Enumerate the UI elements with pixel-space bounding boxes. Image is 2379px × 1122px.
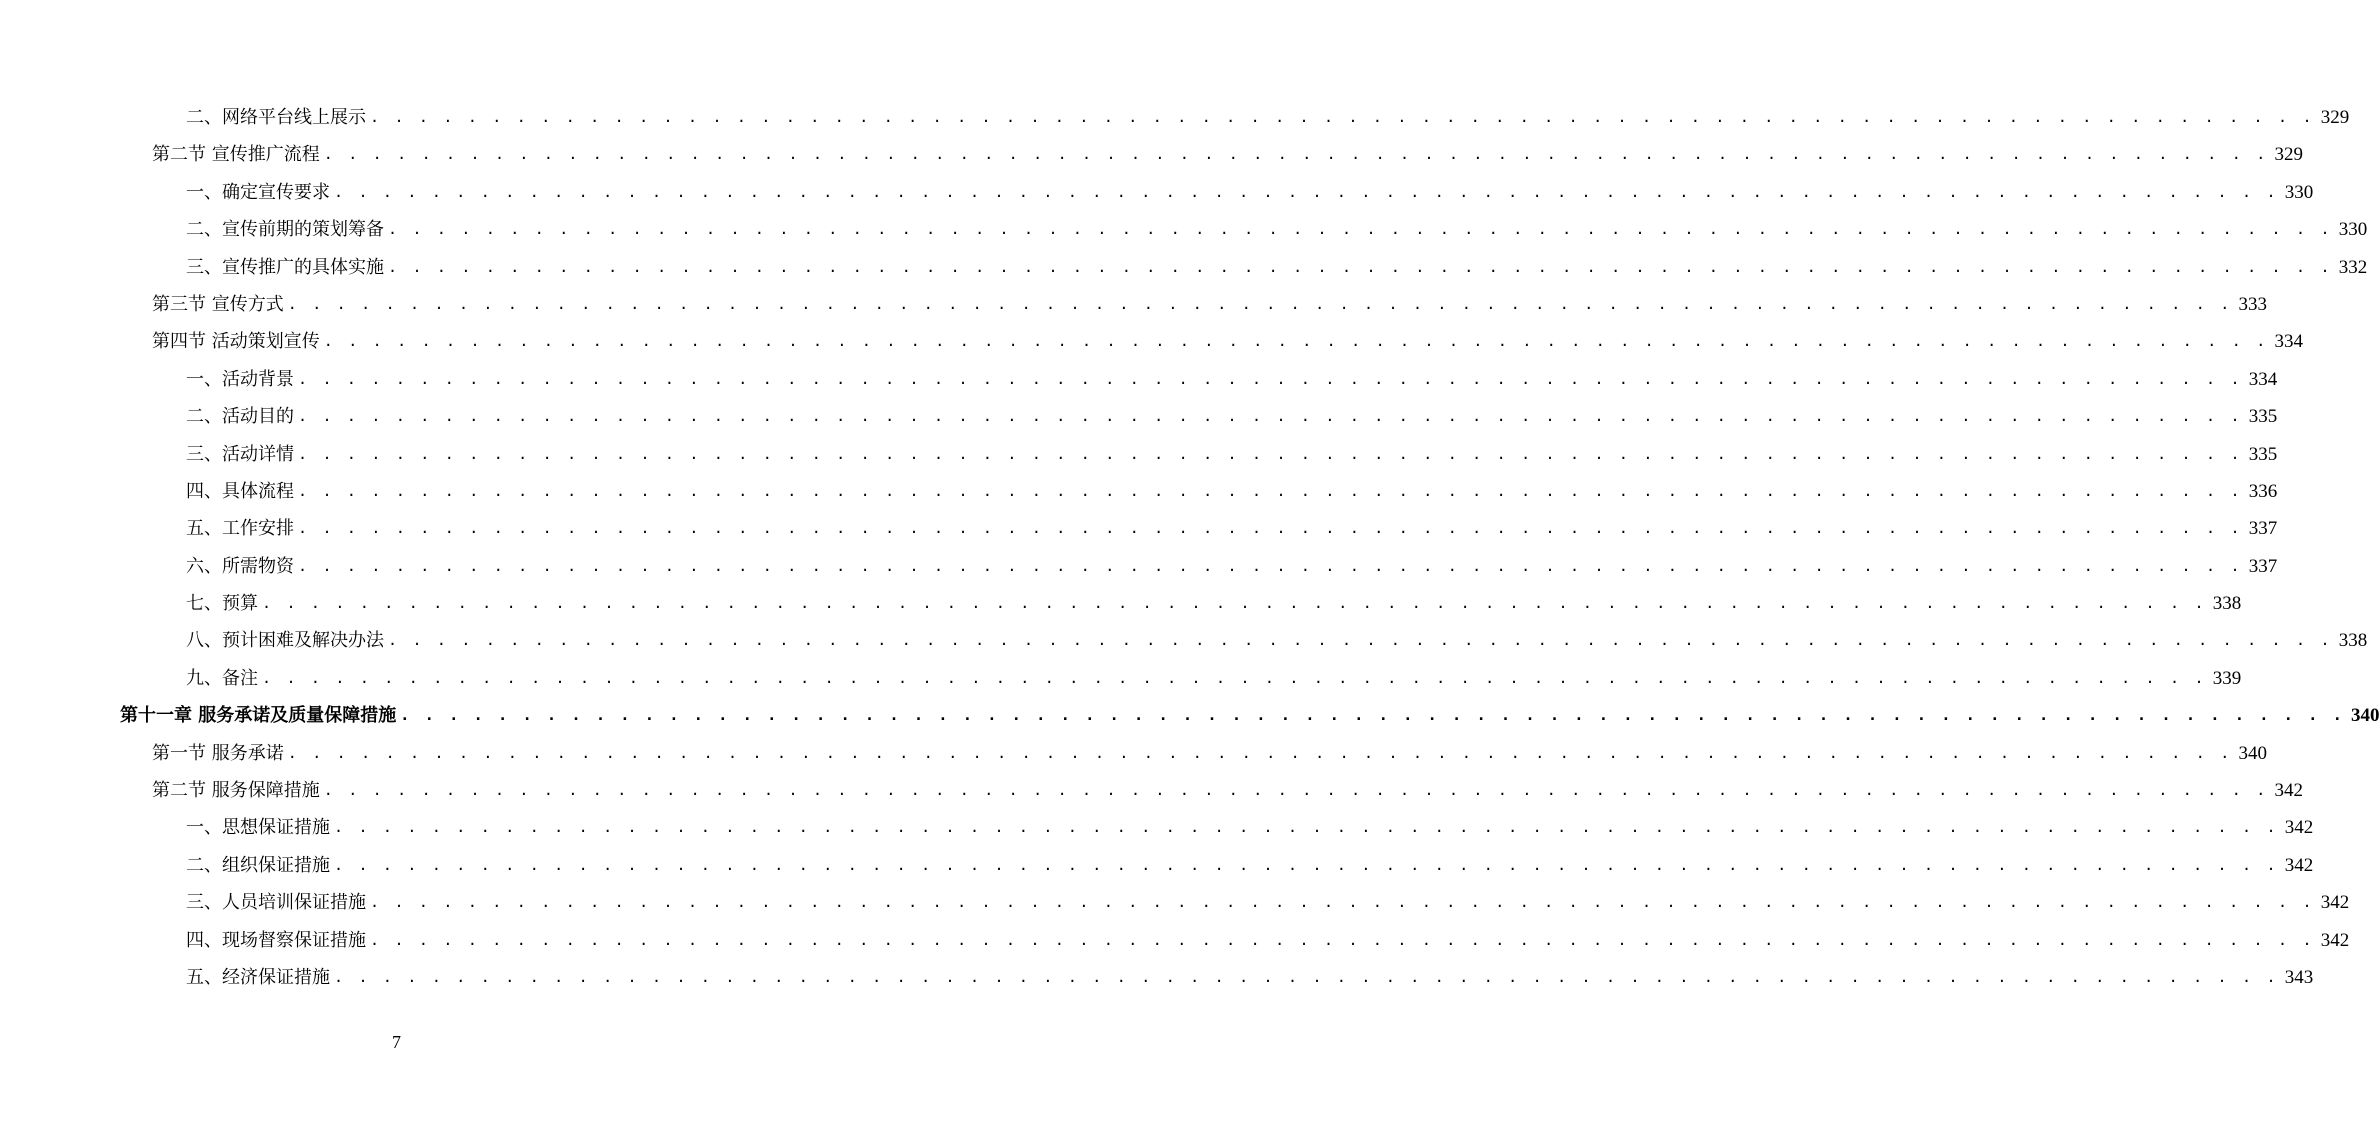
toc-entry-page: 330 (2284, 181, 2314, 203)
toc-entry-title: 二、活动目的 (186, 406, 294, 428)
toc-entry-title: 二、宣传前期的策划筹备 (186, 219, 384, 241)
toc-entry[interactable] (0, 99, 2350, 136)
toc-entry[interactable] (0, 211, 2368, 248)
toc-leader-dots: . . . . . . . . . . . . . . . . . . . . . . . . . . . . . . . . . . . . . . . . . . . . . . . . . . . . . . . . . . . . . . . . . . . . . . . . . . . . . . . . (262, 594, 2207, 613)
toc-entry-page: 336 (2248, 480, 2278, 502)
toc-entry-page: 333 (2238, 293, 2267, 315)
toc-entry-page: 343 (2284, 966, 2314, 988)
toc-entry-title: 一、活动背景 (186, 368, 294, 390)
toc-entry-page: 340 (2238, 742, 2267, 764)
toc-leader-dots: . . . . . . . . . . . . . . . . . . . . . . . . . . . . . . . . . . . . . . . . . . . . . . . . . . . . . . . . . . . . . . . . . . . . . . . . . . . . . . . . (287, 294, 2233, 313)
toc-entry-page: 342 (2320, 929, 2350, 951)
toc-entry-title: 三、人员培训保证措施 (186, 892, 366, 914)
toc-entry-title: 六、所需物资 (186, 555, 294, 577)
toc-entry[interactable] (0, 548, 2278, 585)
toc-entry-page: 339 (2212, 667, 2242, 689)
toc-leader-dots: . . . . . . . . . . . . . . . . . . . . . . . . . . . . . . . . . . . . . . . . . . . . . . . . . . . . . . . . . . . . . . . . . . . . . . . . . . . . . . . . (388, 220, 2333, 239)
page-number: 7 (392, 1032, 401, 1052)
toc-entry-page: 335 (2248, 443, 2278, 465)
toc-leader-dots: . . . . . . . . . . . . . . . . . . . . . . . . . . . . . . . . . . . . . . . . . . . . . . . . . . . . . . . . . . . . . . . . . . . . . . . . . . . . . . . . (370, 108, 2315, 126)
toc-leader-dots: . . . . . . . . . . . . . . . . . . . . . . . . . . . . . . . . . . . . . . . . . . . . . . . . . . . . . . . . . . . . . . . . . . . . . . . . . . . . . . . . (323, 145, 2269, 164)
toc-entry[interactable] (0, 136, 2303, 173)
toc-entry-title: 三、宣传推广的具体实施 (186, 256, 384, 278)
toc-entry-page: 338 (2338, 630, 2368, 652)
toc-leader-dots: . . . . . . . . . . . . . . . . . . . . . . . . . . . . . . . . . . . . . . . . . . . . . . . . . . . . . . . . . . . . . . . . . . . . . . . . . . . . . . . . (323, 332, 2269, 351)
toc-leader-dots: . . . . . . . . . . . . . . . . . . . . . . . . . . . . . . . . . . . . . . . . . . . . . . . . . . . . . . . . . . . . . . . . . . . . . . . . . . . . . . . . (334, 182, 2279, 201)
toc-entry-title: 五、工作安排 (186, 518, 294, 540)
toc-leader-dots: . . . . . . . . . . . . . . . . . . . . . . . . . . . . . . . . . . . . . . . . . . . . . . . . . . . . . . . . . . . . . . . . . . . . . . . . . . . . . . . . (334, 818, 2279, 837)
toc-leader-dots: . . . . . . . . . . . . . . . . . . . . . . . . . . . . . . . . . . . . . . . . . . . . . . . . . . . . . . . . . . . . . . . . . . . . . . . . . . . . . . . . (388, 257, 2333, 276)
toc-entry[interactable] (0, 510, 2278, 547)
toc-entry[interactable] (0, 473, 2278, 510)
toc-entry-page: 334 (2248, 368, 2278, 390)
toc-entry-title: 第一节 服务承诺 (152, 742, 284, 764)
toc-entry-title: 八、预计困难及解决办法 (186, 630, 384, 652)
toc-entry-page: 329 (2274, 144, 2303, 166)
toc-entry[interactable] (0, 809, 2314, 846)
toc-entry-page: 342 (2320, 892, 2350, 914)
toc-entry[interactable] (0, 286, 2267, 323)
toc-entry-page: 338 (2212, 593, 2242, 615)
toc-entry-title: 七、预算 (186, 593, 258, 615)
toc-entry[interactable] (0, 174, 2314, 211)
toc-entry-title: 第四节 活动策划宣传 (152, 331, 320, 353)
toc-entry-page: 337 (2248, 518, 2278, 540)
toc-entry-page: 330 (2338, 219, 2368, 241)
toc-entry[interactable] (0, 622, 2368, 659)
toc-leader-dots: . . . . . . . . . . . . . . . . . . . . . . . . . . . . . . . . . . . . . . . . . . . . . . . . . . . . . . . . . . . . . . . . . . . . . . . . . . . . . . . . (323, 781, 2269, 800)
toc-entry[interactable] (0, 398, 2278, 435)
toc-entry[interactable] (0, 884, 2350, 921)
toc-entry-page: 332 (2338, 256, 2368, 278)
toc-entry[interactable] (0, 436, 2278, 473)
toc-entry-title: 第三节 宣传方式 (152, 293, 284, 315)
toc-entry[interactable] (0, 922, 2350, 959)
toc-entry[interactable] (0, 585, 2242, 622)
toc-leader-dots: . . . . . . . . . . . . . . . . . . . . . . . . . . . . . . . . . . . . . . . . . . . . . . . . . . . . . . . . . . . . . . . . . . . . . . . . . . . . . . . . (298, 369, 2243, 388)
toc-entry[interactable] (0, 697, 2379, 734)
toc-leader-dots: . . . . . . . . . . . . . . . . . . . . . . . . . . . . . . . . . . . . . . . . . . . . . . . . . . . . . . . . . . . . . . . . . . . . . . . . . . . . . . . . (370, 893, 2315, 912)
toc-entry-title: 第二节 服务保障措施 (152, 780, 320, 802)
toc-entry-page: 340 (2350, 705, 2379, 727)
toc-entry-title: 三、活动详情 (186, 443, 294, 465)
toc-entry-title: 四、具体流程 (186, 480, 294, 502)
toc-entry-title: 九、备注 (186, 667, 258, 689)
toc-entry-page: 337 (2248, 555, 2278, 577)
toc-entry[interactable] (0, 772, 2303, 809)
toc-entry-title: 二、网络平台线上展示 (186, 107, 366, 128)
toc-entry[interactable] (0, 735, 2267, 772)
toc-entry[interactable] (0, 660, 2242, 697)
toc-leader-dots: . . . . . . . . . . . . . . . . . . . . . . . . . . . . . . . . . . . . . . . . . . . . . . . . . . . . . . . . . . . . . . . . . . . . . . . . . . . . . . . . (388, 631, 2333, 650)
toc-leader-dots: . . . . . . . . . . . . . . . . . . . . . . . . . . . . . . . . . . . . . . . . . . . . . . . . . . . . . . . . . . . . . . . . . . . . . . . . . . . . . . . . (334, 967, 2279, 986)
toc-entry-title: 二、组织保证措施 (186, 854, 330, 876)
toc-entry[interactable] (0, 249, 2368, 286)
toc-entry[interactable] (0, 323, 2303, 360)
toc-entry[interactable] (0, 959, 2314, 996)
toc-leader-dots: . . . . . . . . . . . . . . . . . . . . . . . . . . . . . . . . . . . . . . . . . . . . . . . . . . . . . . . . . . . . . . . . . . . . . . . . . . . . . . . . (334, 855, 2279, 874)
toc-entry-page: 335 (2248, 406, 2278, 428)
toc-entry-title: 五、经济保证措施 (186, 966, 330, 988)
toc-entry-title: 第二节 宣传推广流程 (152, 144, 320, 166)
toc-leader-dots: . . . . . . . . . . . . . . . . . . . . . . . . . . . . . . . . . . . . . . . . . . . . . . . . . . . . . . . . . . . . . . . . . . . . . . . . . . . . . . . . (298, 407, 2243, 426)
toc-leader-dots: . . . . . . . . . . . . . . . . . . . . . . . . . . . . . . . . . . . . . . . . . . . . . . . . . . . . . . . . . . . . . . . . . . . . . . . . . . . . . . . . (298, 556, 2243, 575)
toc-entry[interactable] (0, 361, 2278, 398)
toc-entry-title: 一、思想保证措施 (186, 817, 330, 839)
toc-entry-page: 329 (2320, 107, 2350, 128)
toc-leader-dots: . . . . . . . . . . . . . . . . . . . . . . . . . . . . . . . . . . . . . . . . . . . . . . . . . . . . . . . . . . . . . . . . . . . . . . . . . . . . . . . . (262, 668, 2207, 687)
toc-entry-page: 334 (2274, 331, 2303, 353)
toc-leader-dots: . . . . . . . . . . . . . . . . . . . . . . . . . . . . . . . . . . . . . . . . . . . . . . . . . . . . . . . . . . . . . . . . . . . . . . . . . . . . . . . . (298, 444, 2243, 463)
toc-entry-page: 342 (2284, 854, 2314, 876)
toc-leader-dots: . . . . . . . . . . . . . . . . . . . . . . . . . . . . . . . . . . . . . . . . . . . . . . . . . . . . . . . . . . . . . . . . . . . . . . . . . . . . . . . . (298, 519, 2243, 538)
toc-entry-title: 四、现场督察保证措施 (186, 929, 366, 951)
toc-entry-title: 一、确定宣传要求 (186, 181, 330, 203)
toc-entry-page: 342 (2274, 780, 2303, 802)
toc-leader-dots: . . . . . . . . . . . . . . . . . . . . . . . . . . . . . . . . . . . . . . . . . . . . . . . . . . . . . . . . . . . . . . . . . . . . . . . . . . . . . . . . (298, 481, 2243, 500)
toc-leader-dots: . . . . . . . . . . . . . . . . . . . . . . . . . . . . . . . . . . . . . . . . . . . . . . . . . . . . . . . . . . . . . . . . . . . . . . . . . . . . . . . . (370, 930, 2315, 949)
toc-leader-dots: . . . . . . . . . . . . . . . . . . . . . . . . . . . . . . . . . . . . . . . . . . . . . . . . . . . . . . . . . . . . . . . . . . . . . . . . . . . . . . . . (287, 743, 2233, 762)
toc-entry[interactable] (0, 847, 2314, 884)
toc-entry-page: 342 (2284, 817, 2314, 839)
toc-entry-title: 第十一章 服务承诺及质量保障措施 (120, 705, 397, 727)
table-of-contents (0, 99, 2379, 996)
toc-leader-dots: . . . . . . . . . . . . . . . . . . . . . . . . . . . . . . . . . . . . . . . . . . . . . . . . . . . . . . . . . . . . . . . . . . . . . . . . . . . . . . . . (400, 706, 2345, 725)
